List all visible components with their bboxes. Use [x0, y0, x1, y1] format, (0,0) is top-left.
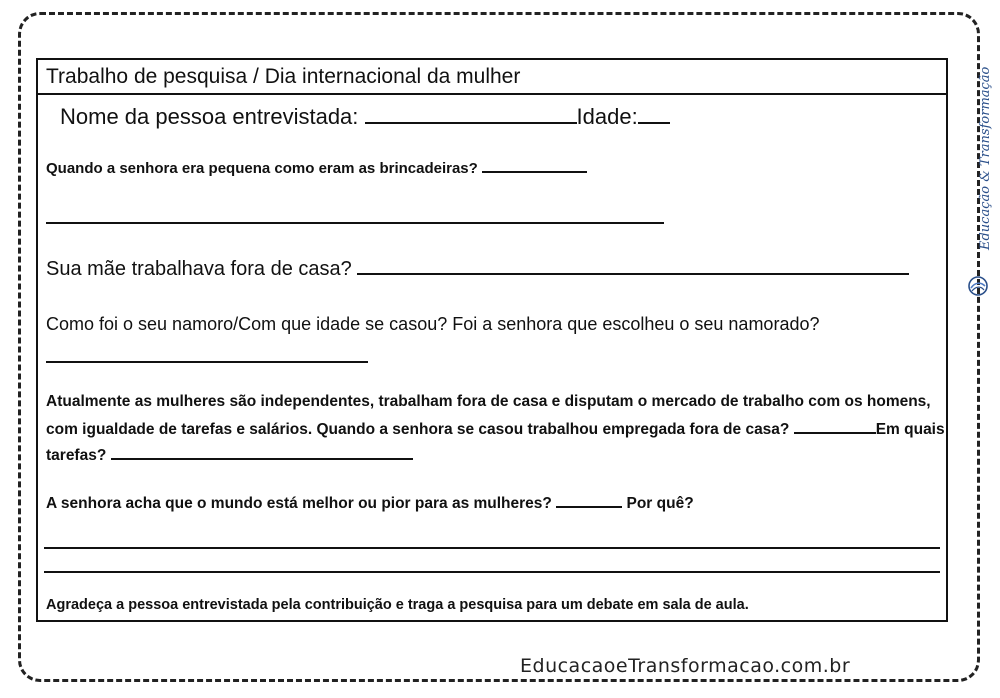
question-independence-line3-text: tarefas?: [46, 447, 111, 464]
footer-site-url: EducacaoeTransformacao.com.br: [520, 655, 851, 677]
answer-line[interactable]: [46, 211, 664, 229]
answer-line[interactable]: [44, 536, 940, 554]
name-label: Nome da pessoa entrevistada:: [60, 104, 365, 129]
question-courtship: Como foi o seu namoro/Com que idade se casou? Foi a senhora que escolheu o seu namorado?: [46, 314, 820, 334]
question-world-blank[interactable]: [556, 505, 622, 508]
name-blank[interactable]: [365, 121, 577, 124]
side-brand: [958, 40, 998, 270]
question-mother-work-blank[interactable]: [357, 272, 909, 275]
question-world-why: Por quê?: [622, 495, 694, 512]
question-independence-line3: [46, 447, 413, 465]
age-blank[interactable]: [638, 121, 670, 124]
question-games-blank[interactable]: [482, 170, 587, 173]
question-games: [46, 160, 587, 177]
question-tasks-blank[interactable]: [111, 457, 413, 460]
question-world: [46, 495, 694, 513]
question-mother-work-text: Sua mãe trabalhava fora de casa?: [46, 258, 358, 280]
question-games-text: Quando a senhora era pequena como eram as brincadeiras?: [46, 160, 482, 177]
side-brand-text: Educação & Transformação: [978, 66, 993, 250]
question-mother-work: [46, 258, 909, 281]
age-label: Idade:: [576, 104, 638, 129]
answer-line[interactable]: [44, 560, 940, 578]
name-row: [60, 104, 670, 130]
question-independence-line2: [46, 421, 945, 439]
worksheet-box: [36, 58, 948, 622]
question-independence-line2-end: Em quais: [875, 421, 945, 438]
thanks-note: Agradeça a pessoa entrevistada pela contribuição e traga a pesquisa para um debate em sala de aula.: [46, 597, 749, 613]
question-independence-blank[interactable]: [794, 431, 876, 434]
answer-line[interactable]: [46, 350, 368, 368]
question-independence-line1: Atualmente as mulheres são independentes, trabalham fora de casa e disputam o mercado de trabalho com os homens,: [46, 393, 931, 410]
question-world-text: A senhora acha que o mundo está melhor ou pior para as mulheres?: [46, 495, 557, 512]
question-independence-line2-text: com igualdade de tarefas e salários. Quando a senhora se casou trabalhou empregada fora de casa?: [46, 421, 794, 438]
worksheet-title: Trabalho de pesquisa / Dia internacional da mulher: [38, 60, 946, 95]
swirl-logo-icon: [966, 274, 990, 303]
